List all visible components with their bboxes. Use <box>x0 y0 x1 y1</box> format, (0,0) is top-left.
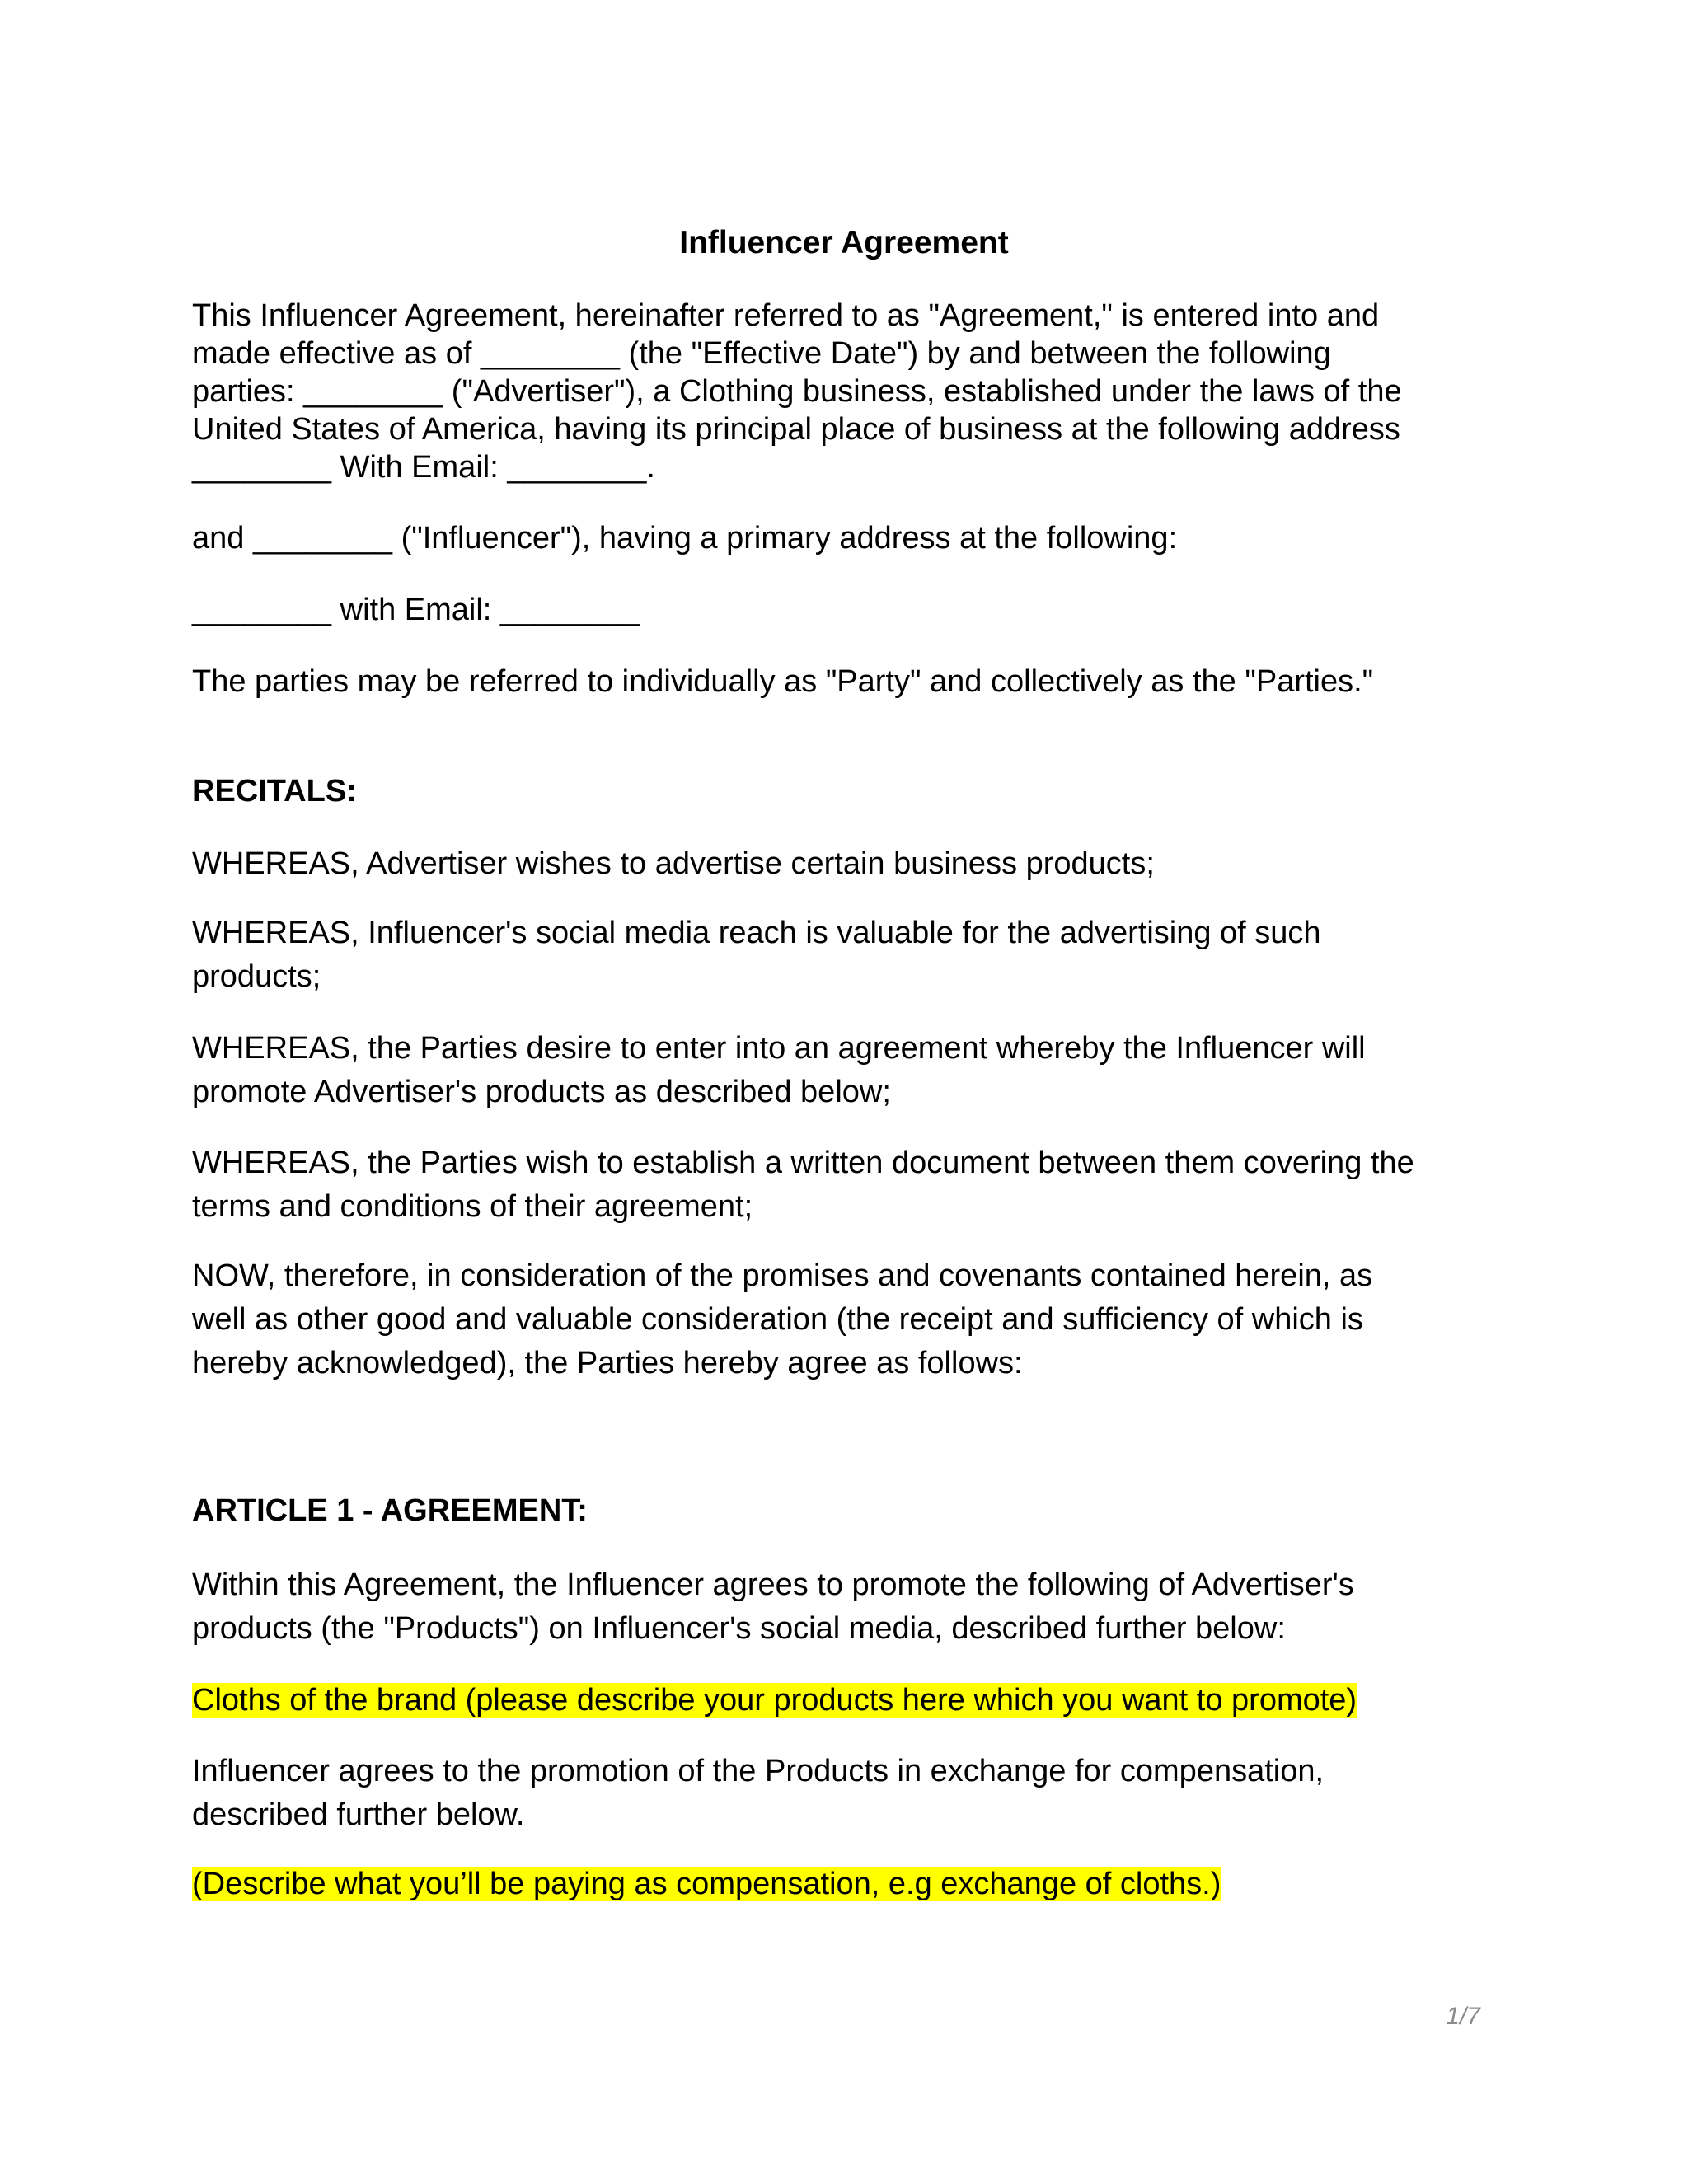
now-therefore-line: hereby acknowledged), the Parties hereby agree as follows: <box>192 1346 1023 1380</box>
recital-paragraph <box>192 912 1494 999</box>
recital-line: WHEREAS, the Parties desire to enter into an agreement whereby the Influencer will <box>192 1031 1366 1066</box>
recital-line: WHEREAS, Influencer's social media reach is valuable for the advertising of such <box>192 916 1321 950</box>
page-number: 1/7 <box>1446 2003 1480 2030</box>
recital-paragraph <box>192 845 1494 883</box>
article1-heading: ARTICLE 1 - AGREEMENT: <box>192 1493 588 1528</box>
intro-line: parties: ________ ("Advertiser"), a Clothing business, established under the laws of the <box>192 374 1402 409</box>
recital-line: promote Advertiser's products as described below; <box>192 1075 891 1109</box>
recital-line: WHEREAS, Advertiser wishes to advertise certain business products; <box>192 846 1155 881</box>
recital-paragraph <box>192 1027 1494 1114</box>
recital-line: terms and conditions of their agreement; <box>192 1189 753 1224</box>
products-placeholder-paragraph <box>192 1681 1494 1719</box>
compensation-placeholder-paragraph <box>192 1865 1494 1903</box>
recitals-heading: RECITALS: <box>192 774 357 808</box>
article1-paragraph <box>192 1563 1494 1651</box>
compensation-line: described further below. <box>192 1797 525 1832</box>
article1-line: Within this Agreement, the Influencer agrees to promote the following of Advertiser's <box>192 1568 1354 1602</box>
now-therefore-paragraph <box>192 1254 1494 1385</box>
influencer-email-paragraph: ________ with Email: ________ <box>192 593 640 627</box>
intro-line: This Influencer Agreement, hereinafter referred to as "Agreement," is entered into and <box>192 298 1380 333</box>
intro-line: United States of America, having its principal place of business at the following address <box>192 412 1400 447</box>
intro-line: ________ With Email: ________. <box>192 450 655 485</box>
influencer-paragraph: and ________ ("Influencer"), having a primary address at the following: <box>192 521 1178 555</box>
compensation-paragraph <box>192 1750 1494 1837</box>
article1-line: products (the "Products") on Influencer's social media, described further below: <box>192 1611 1286 1646</box>
recital-paragraph <box>192 1141 1494 1229</box>
compensation-highlight: (Describe what you’ll be paying as compensation, e.g exchange of cloths.) <box>192 1867 1221 1901</box>
intro-paragraph <box>192 297 1494 486</box>
parties-paragraph: The parties may be referred to individually as "Party" and collectively as the "Parties." <box>192 664 1374 699</box>
products-highlight: Cloths of the brand (please describe your products here which you want to promote) <box>192 1683 1357 1718</box>
now-therefore-line: well as other good and valuable consideration (the receipt and sufficiency of which is <box>192 1302 1363 1337</box>
intro-line: made effective as of ________ (the "Effective Date") by and between the following <box>192 336 1331 371</box>
recital-line: WHEREAS, the Parties wish to establish a written document between them covering the <box>192 1146 1414 1180</box>
now-therefore-line: NOW, therefore, in consideration of the promises and covenants contained herein, as <box>192 1258 1373 1293</box>
recital-line: products; <box>192 959 321 994</box>
compensation-line: Influencer agrees to the promotion of the Products in exchange for compensation, <box>192 1754 1325 1788</box>
document-title: Influencer Agreement <box>679 225 1009 260</box>
